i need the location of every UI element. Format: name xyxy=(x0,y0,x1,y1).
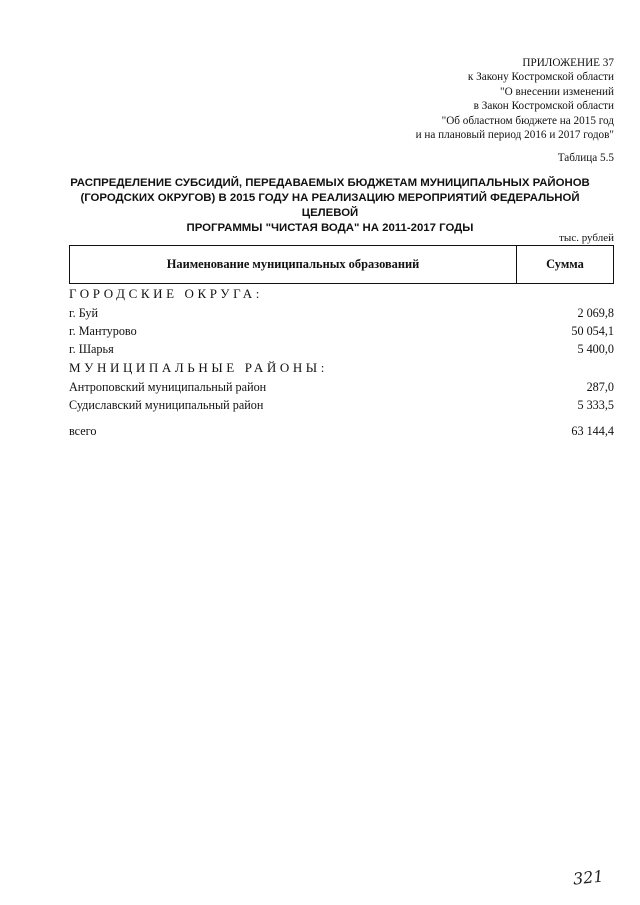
row-name: г. Буй xyxy=(69,306,99,320)
table-body xyxy=(69,284,614,440)
appendix-line: к Закону Костромской области xyxy=(467,71,614,84)
row-value: 50 054,1 xyxy=(571,324,614,338)
table-row xyxy=(69,396,614,414)
total-row xyxy=(69,422,614,440)
row-name: Судиславский муниципальный район xyxy=(69,398,264,412)
appendix-reference xyxy=(416,56,614,142)
document-title xyxy=(60,176,600,236)
appendix-line: "О внесении изменений xyxy=(500,85,614,98)
spacer xyxy=(69,414,614,422)
title-line: ПРОГРАММЫ "ЧИСТАЯ ВОДА" НА 2011-2017 ГОДЫ xyxy=(186,222,474,234)
total-label: всего xyxy=(69,424,97,438)
header-name: Наименование муниципальных образований xyxy=(70,246,517,283)
title-line: (ГОРОДСКИХ ОКРУГОВ) В 2015 ГОДУ НА РЕАЛИЗАЦИЮ МЕРОПРИЯТИЙ ФЕДЕРАЛЬНОЙ ЦЕЛЕВОЙ xyxy=(80,192,580,219)
title-line: РАСПРЕДЕЛЕНИЕ СУБСИДИЙ, ПЕРЕДАВАЕМЫХ БЮДЖЕТАМ МУНИЦИПАЛЬНЫХ РАЙОНОВ xyxy=(70,177,590,189)
total-value: 63 144,4 xyxy=(571,424,614,438)
row-name: г. Мантурово xyxy=(69,324,137,338)
group-title-municipal-districts: МУНИЦИПАЛЬНЫЕ РАЙОНЫ: xyxy=(69,360,328,375)
row-name: Антроповский муниципальный район xyxy=(69,380,267,394)
row-name: г. Шарья xyxy=(69,342,114,356)
group-title-city-districts: ГОРОДСКИЕ ОКРУГА: xyxy=(69,286,263,301)
table-row xyxy=(69,378,614,396)
table-header xyxy=(69,245,614,284)
row-value: 2 069,8 xyxy=(577,306,614,320)
table-row xyxy=(69,340,614,358)
appendix-line: в Закон Костромской области xyxy=(473,100,614,113)
table-row xyxy=(69,322,614,340)
appendix-line: "Об областном бюджете на 2015 год xyxy=(441,114,614,127)
unit-label: тыс. рублей xyxy=(559,232,614,244)
row-value: 5 400,0 xyxy=(577,342,614,356)
table-number: Таблица 5.5 xyxy=(557,152,614,164)
appendix-line: ПРИЛОЖЕНИЕ 37 xyxy=(522,57,614,69)
header-sum: Сумма xyxy=(546,257,584,271)
table-row xyxy=(69,304,614,322)
handwritten-page-number: 321 xyxy=(572,866,605,889)
row-value: 5 333,5 xyxy=(577,398,614,412)
row-value: 287,0 xyxy=(586,380,614,394)
appendix-line: и на плановый период 2016 и 2017 годов" xyxy=(415,129,614,142)
